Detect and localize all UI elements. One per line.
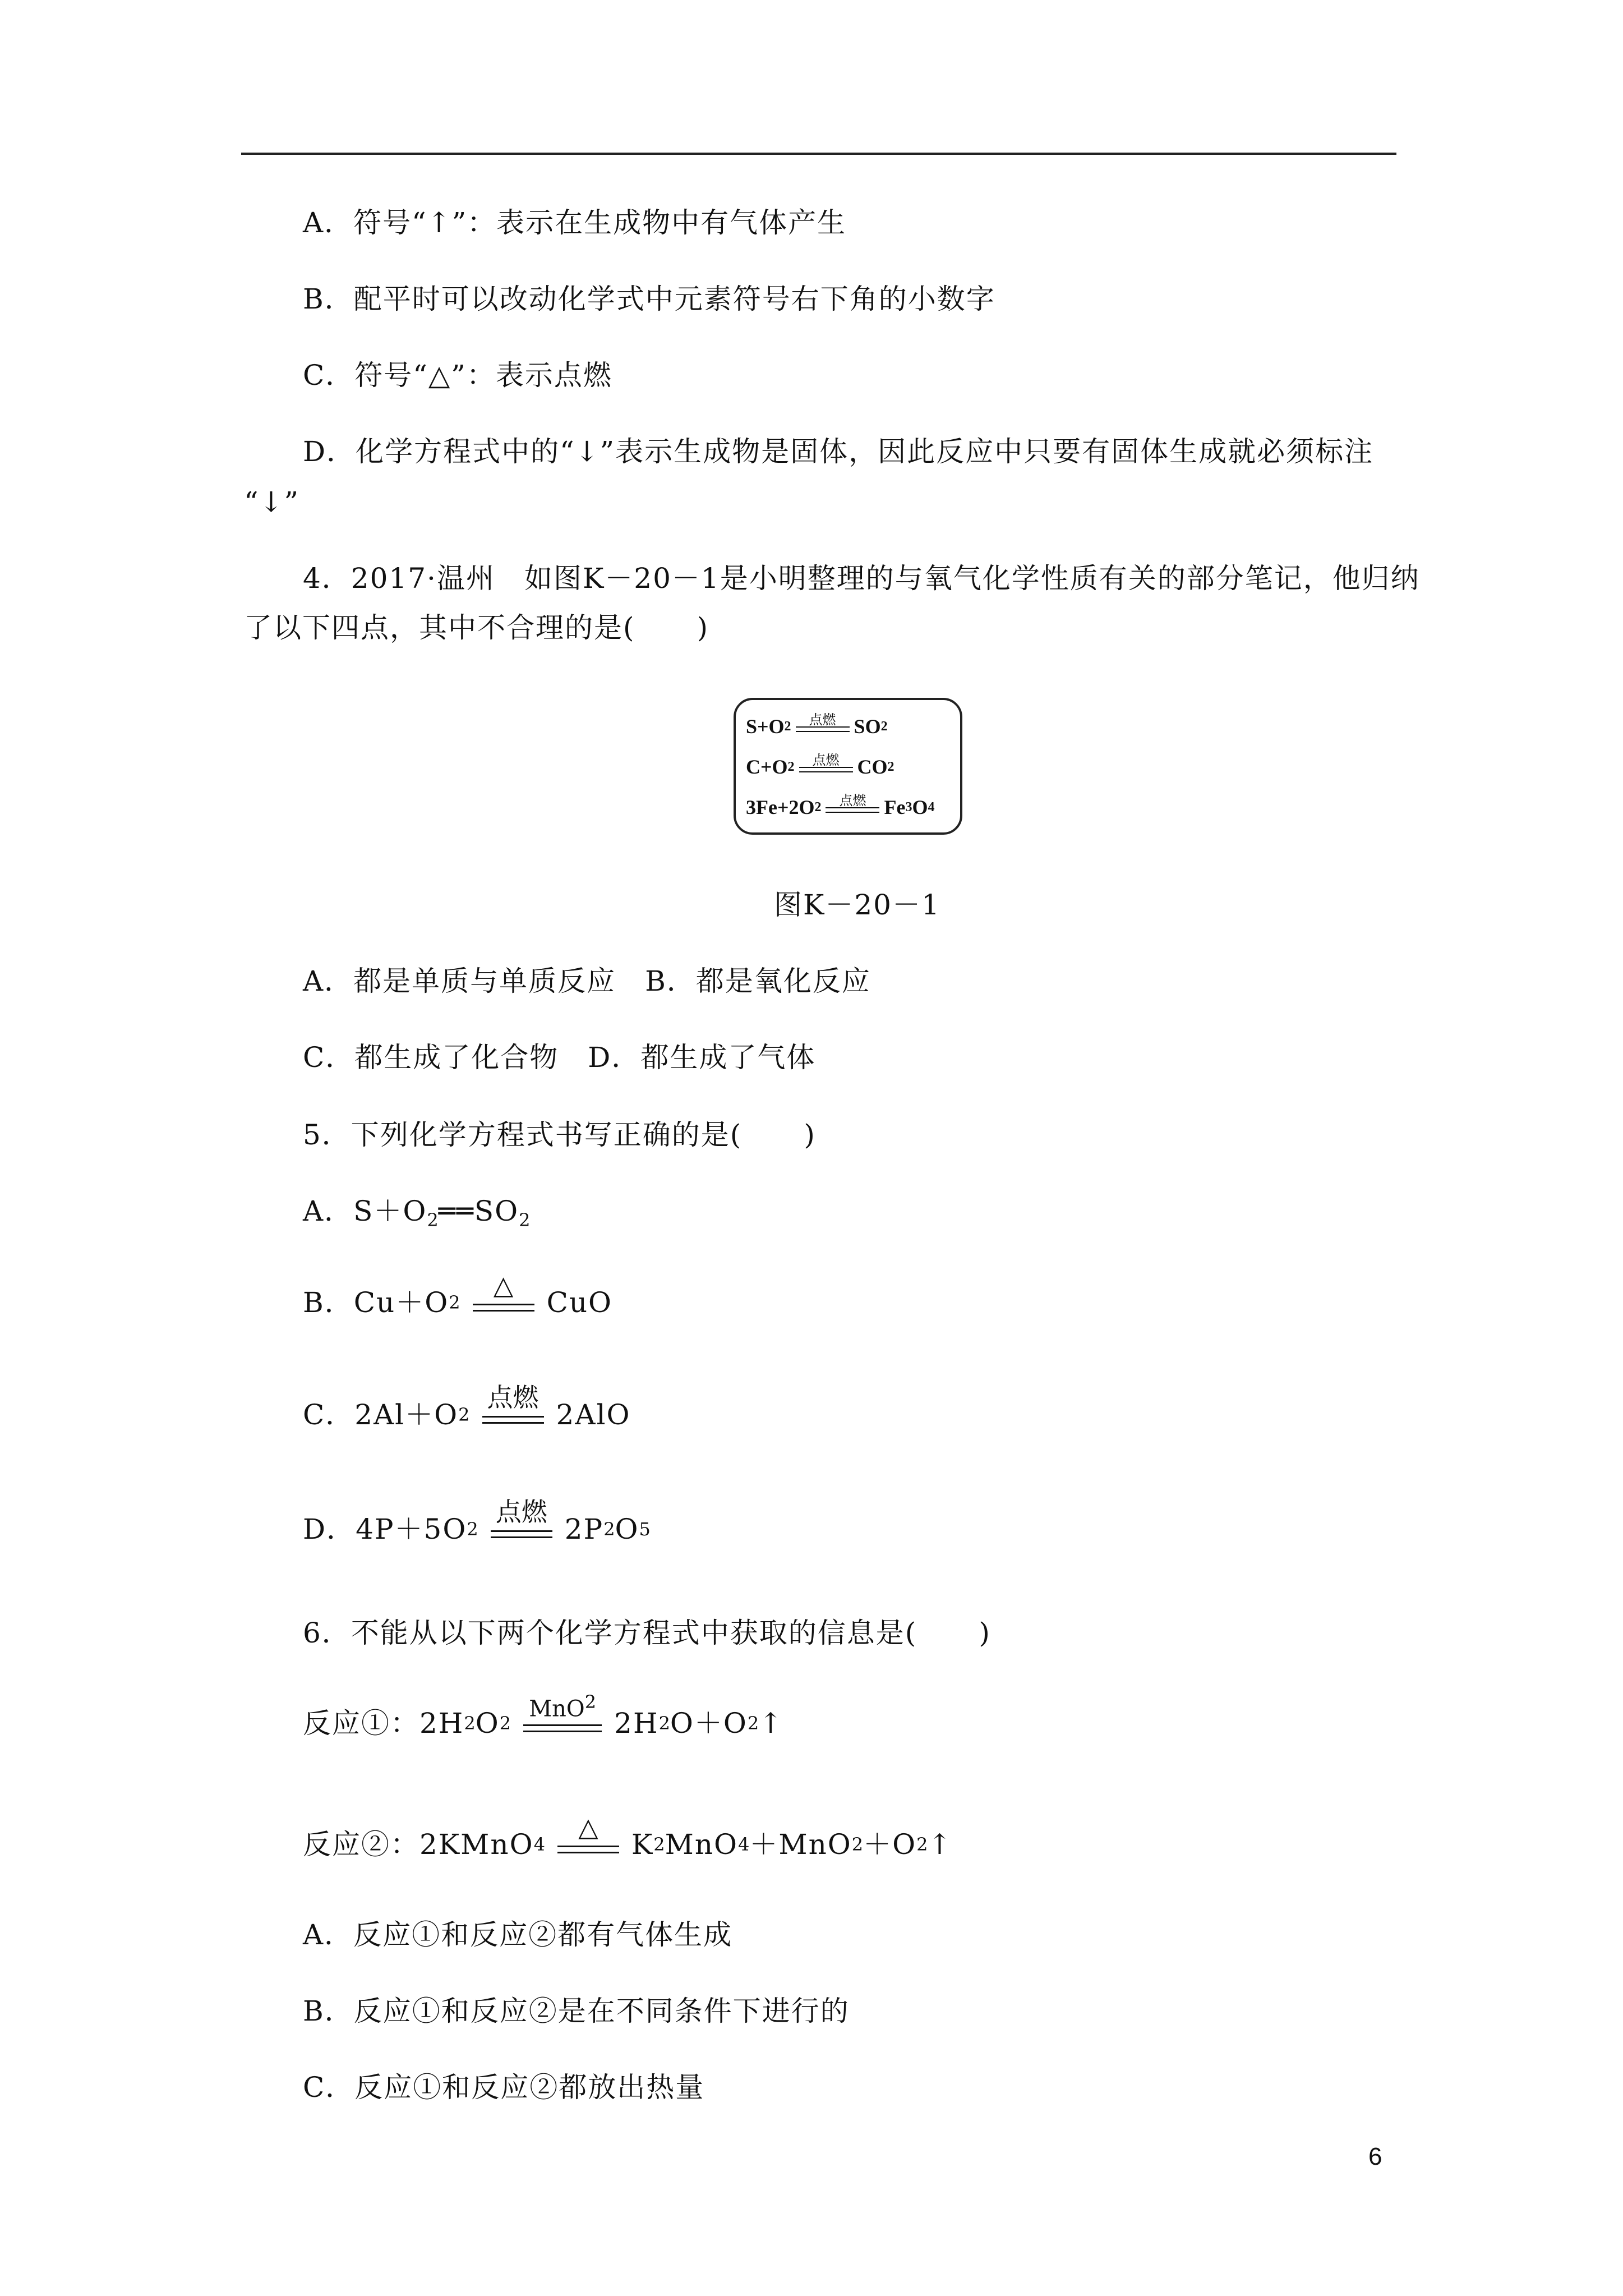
figure-equation-2: C+O 2 点燃 CO 2: [746, 752, 895, 778]
q6-option-a: A．反应①和反应②都有气体生成: [303, 1918, 733, 1951]
q4-options-ab: A．都是单质与单质反应 B．都是氧化反应: [303, 965, 871, 997]
reaction-arrow: △: [473, 1285, 534, 1320]
q6-option-c: C．反应①和反应②都放出热量: [303, 2071, 705, 2104]
q4-options-cd: C．都生成了化合物 D．都生成了气体: [303, 1041, 816, 1074]
q3-option-b: B．配平时可以改动化学式中元素符号右下角的小数字: [303, 283, 995, 315]
page-number: 6: [1368, 2143, 1382, 2170]
q4-stem-line2: [244, 611, 709, 644]
q6-stem: 6．不能从以下两个化学方程式中获取的信息是( ): [303, 1617, 991, 1649]
reaction-arrow: 点燃: [482, 1397, 544, 1433]
q4-stem-text: 了以下四点，其中不合理的是(: [244, 611, 635, 644]
q6-reaction-1: 反应①：2H 2 O 2 MnO$^2$ 2H 2 O＋O 2 ↑: [303, 1705, 783, 1741]
q5-option-d: D．4P＋5O 2 点燃 2P 2 O 5: [303, 1511, 651, 1547]
figure-equation-3: 3Fe+2O 2 点燃 Fe 3 O 4: [746, 793, 935, 818]
oxygen-notes-figure: [734, 698, 962, 835]
q3-option-a: A．符号“↑”：表示在生成物中有气体产生: [303, 206, 847, 239]
q5-option-c: C．2Al＋O 2 点燃 2AlO: [303, 1397, 630, 1433]
q3-option-d-line2: “↓”: [244, 486, 300, 518]
q6-option-b: B．反应①和反应②是在不同条件下进行的: [303, 1995, 850, 2027]
q3-option-d-line1: D．化学方程式中的“↓”表示生成物是固体，因此反应中只要有固体生成就必须标注: [303, 435, 1374, 468]
q5-stem: 5．下列化学方程式书写正确的是( ): [303, 1119, 816, 1151]
figure-caption: 图K－20－1: [774, 889, 940, 921]
q5-option-a: A．$S+O_2══SO_2$: [303, 1195, 531, 1231]
q6-reaction-2: 反应②：2KMnO 4 △ K 2 MnO 4 ＋MnO 2 ＋O 2 ↑: [303, 1826, 952, 1862]
reaction-arrow: △: [557, 1826, 619, 1862]
q4-stem-line1: 4．2017·温州 如图K－20－1是小明整理的与氧气化学性质有关的部分笔记，他归纳: [303, 562, 1420, 595]
q4-stem-close: ): [697, 611, 709, 644]
reaction-arrow: MnO$^2$: [523, 1705, 602, 1741]
reaction-arrow: 点燃: [491, 1511, 552, 1547]
header-rule: [241, 153, 1396, 155]
q3-option-c: C．符号“△”：表示点燃: [303, 359, 612, 392]
figure-equation-1: S+O 2 点燃 SO 2: [746, 712, 888, 738]
q5-option-b: B．Cu＋O 2 △ CuO: [303, 1285, 612, 1320]
